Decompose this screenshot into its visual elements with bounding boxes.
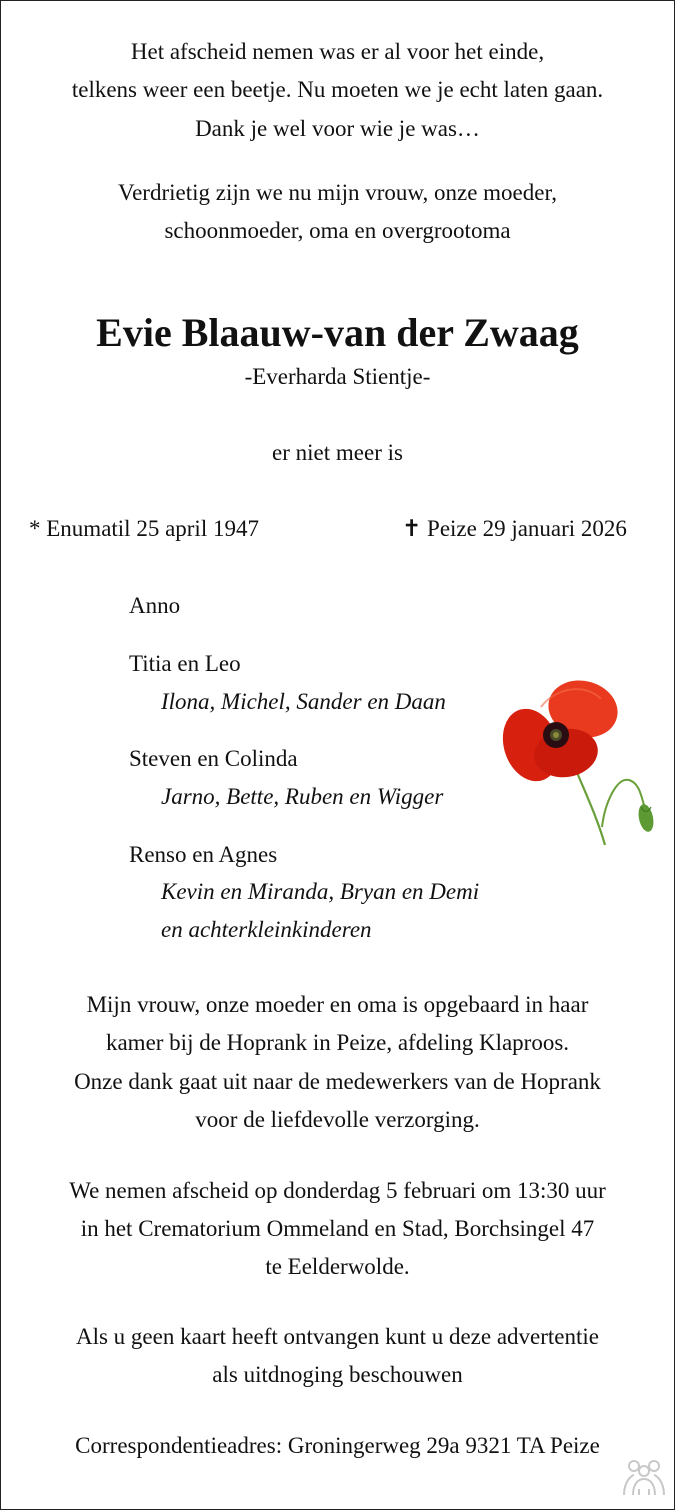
intro-line-1: Verdrietig zijn we nu mijn vrouw, onze moeder, bbox=[118, 180, 557, 205]
correspondence-address: Correspondentieadres: Groningerweg 29a 9321 TA Peize bbox=[75, 1433, 600, 1458]
service-line-2: in het Crematorium Ommeland en Stad, Borchsingel 47 bbox=[80, 1216, 595, 1241]
family-spouse: Anno bbox=[129, 593, 181, 618]
deceased-given-names: -Everharda Stientje- bbox=[244, 364, 431, 389]
people-group-icon bbox=[620, 1457, 668, 1497]
intro-line-2: schoonmoeder, oma en overgrootoma bbox=[164, 218, 511, 243]
deceased-name: Evie Blaauw-van der Zwaag bbox=[96, 310, 579, 355]
family-parents-2: Steven en Colinda bbox=[129, 746, 298, 771]
poem-line-1: Het afscheid nemen was er al voor het einde, bbox=[130, 39, 545, 64]
service-line-1: We nemen afscheid op donderdag 5 februari om 13:30 uur bbox=[69, 1178, 606, 1203]
family-parents-3: Renso en Agnes bbox=[129, 842, 278, 867]
invitation-line-2: als uitdnoging beschouwen bbox=[212, 1362, 463, 1387]
family-parents-1: Titia en Leo bbox=[129, 651, 241, 676]
notice-line-2: kamer bij de Hoprank in Peize, afdeling Klaproos. bbox=[105, 1030, 570, 1055]
notice-line-1: Mijn vrouw, onze moeder en oma is opgebaard in haar bbox=[86, 992, 589, 1017]
family-children-2: Jarno, Bette, Ruben en Wigger bbox=[161, 784, 444, 809]
notice-line-3: Onze dank gaat uit naar de medewerkers van de Hoprank bbox=[74, 1069, 601, 1094]
poppy-icon bbox=[501, 677, 661, 849]
family-children-1: Ilona, Michel, Sander en Daan bbox=[161, 689, 446, 714]
birth-date: * Enumatil 25 april 1947 bbox=[29, 516, 259, 541]
death-date: ✝ Peize 29 januari 2026 bbox=[402, 516, 627, 541]
phrase: er niet meer is bbox=[272, 440, 403, 465]
poem-line-3: Dank je wel voor wie je was… bbox=[195, 116, 480, 141]
family-children-3a: Kevin en Miranda, Bryan en Demi bbox=[161, 879, 480, 904]
invitation-line-1: Als u geen kaart heeft ontvangen kunt u deze advertentie bbox=[75, 1324, 600, 1349]
poem-line-2: telkens weer een beetje. Nu moeten we je echt laten gaan. bbox=[71, 77, 604, 102]
service-line-3: te Eelderwolde. bbox=[265, 1254, 410, 1279]
notice-line-4: voor de liefdevolle verzorging. bbox=[195, 1107, 480, 1132]
family-children-3b: en achterkleinkinderen bbox=[161, 917, 372, 942]
